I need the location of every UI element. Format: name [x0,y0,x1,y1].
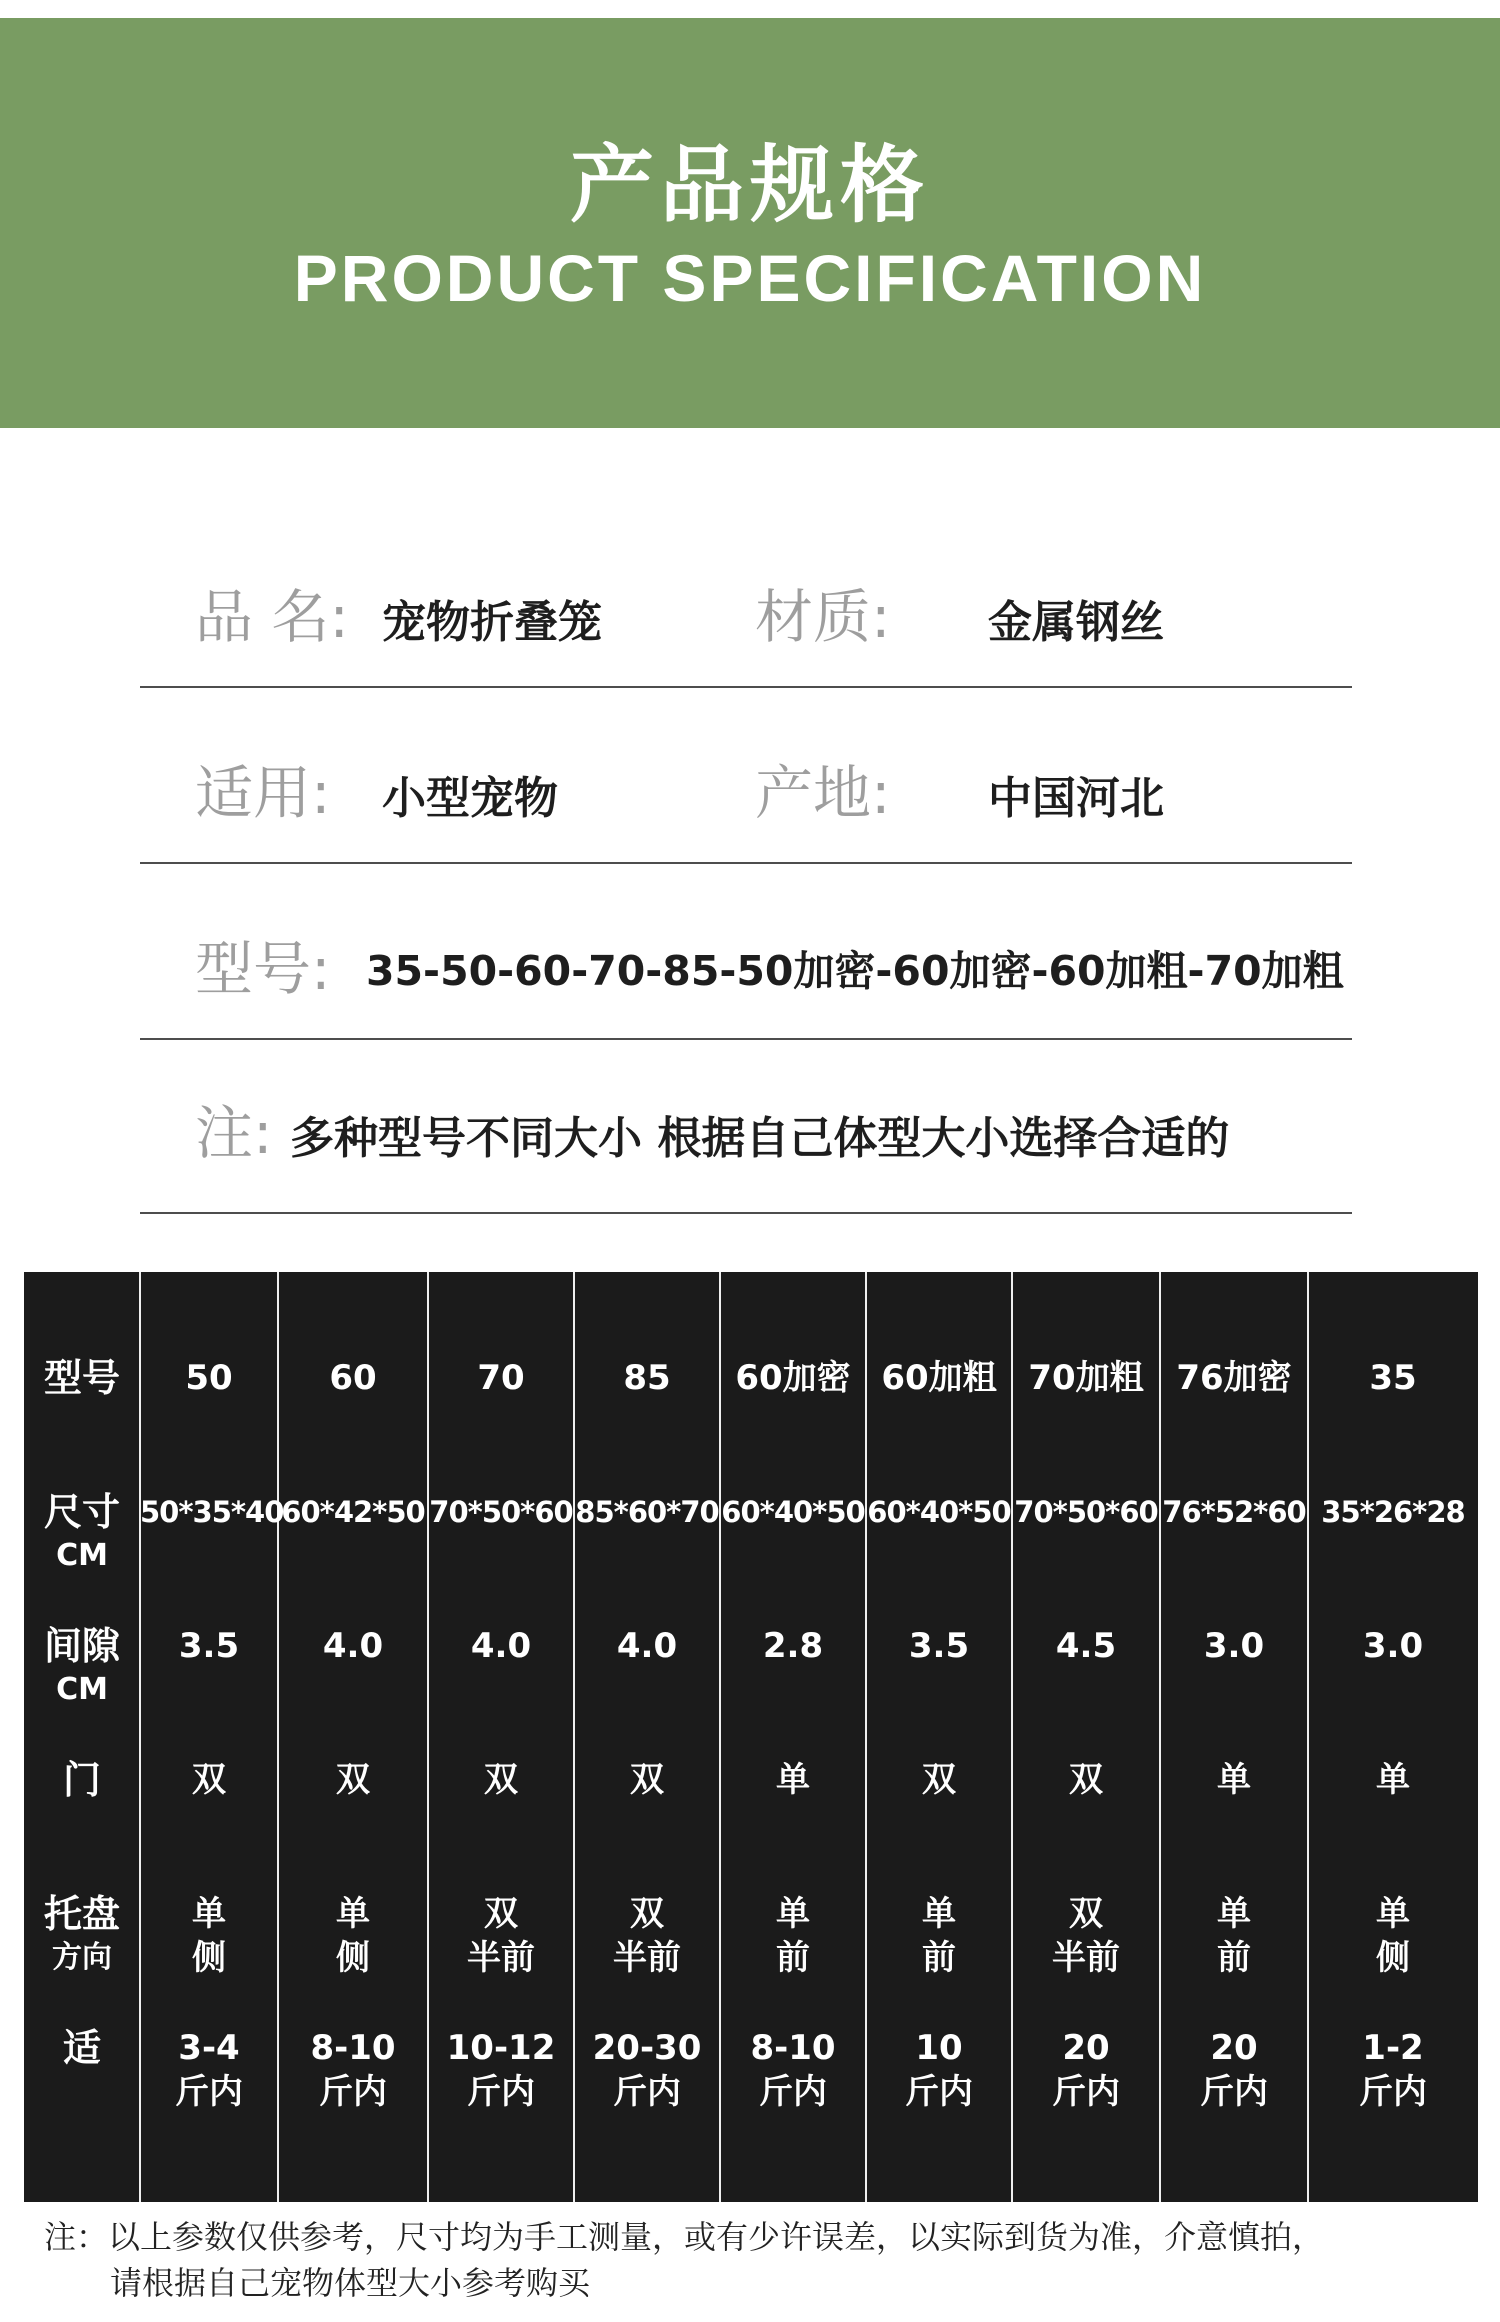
spec-cell-size: 60*42*50 [281,1495,425,1529]
spec-cell-tray: 单 侧 [336,1894,370,1978]
footer-line-1: 注：以上参数仅供参考，尺寸均为手工测量，或有少许误差，以实际到货为准，介意慎拍， [44,2218,1325,2256]
origin-value: 中国河北 [988,773,1164,824]
spec-cell-model: 60加粗 [881,1358,997,1398]
spec-cell-model: 60 [329,1358,377,1398]
material-value: 金属钢丝 [988,597,1164,648]
spec-cell-gap: 3.0 [1362,1626,1424,1666]
spec-cell-gap: 3.0 [1203,1626,1265,1666]
spec-cell-tray: 双 半前 [467,1894,535,1978]
spec-cell-fit: 3-4 斤内 [175,2028,243,2112]
spec-cell-model: 70 [477,1358,525,1398]
spec-cell-size: 85*60*70 [575,1495,719,1529]
spec-cell-tray: 单 侧 [192,1894,226,1978]
divider [140,862,1352,864]
spec-cell-size: 50*35*40 [140,1495,284,1529]
spec-cell-tray: 单 侧 [1376,1894,1410,1978]
spec-table [24,1272,1478,2202]
spec-cell-fit: 8-10 斤内 [310,2028,396,2112]
usage-label: 适用: [195,759,331,827]
page-title: 产品规格 [569,136,930,234]
spec-cell-size: 35*26*28 [1321,1495,1465,1529]
row-header: 间隙 CM [43,1624,120,1707]
spec-cell-size: 70*50*60 [1014,1495,1158,1529]
spec-cell-model: 70加粗 [1028,1358,1144,1398]
spec-cell-tray: 单 前 [922,1894,956,1978]
spec-cell-tray: 单 前 [1217,1894,1251,1978]
spec-cell-gap: 3.5 [178,1626,240,1666]
spec-cell-size: 60*40*50 [721,1495,865,1529]
spec-cell-fit: 10-12 斤内 [446,2028,556,2112]
spec-cell-door: 单 [1217,1760,1251,1800]
spec-cell-gap: 4.0 [616,1626,678,1666]
model-value: 35-50-60-70-85-50加密-60加密-60加粗-70加粗 [366,947,1344,995]
row-header: 门 [62,1758,101,1802]
spec-cell-model: 85 [623,1358,671,1398]
spec-cell-gap: 2.8 [762,1626,824,1666]
spec-cell-door: 单 [776,1760,810,1800]
spec-cell-door: 单 [1376,1760,1410,1800]
divider [140,1038,1352,1040]
spec-cell-size: 60*40*50 [867,1495,1011,1529]
origin-label: 产地: [755,759,891,827]
spec-cell-fit: 8-10 斤内 [750,2028,836,2112]
spec-cell-door: 双 [192,1760,226,1800]
spec-cell-fit: 20 斤内 [1052,2028,1120,2112]
spec-cell-gap: 4.0 [470,1626,532,1666]
spec-cell-gap: 3.5 [908,1626,970,1666]
spec-cell-size: 76*52*60 [1162,1495,1306,1529]
spec-cell-fit: 10 斤内 [905,2028,973,2112]
row-header: 适 [62,2026,101,2070]
page-subtitle: PRODUCT SPECIFICATION [293,241,1207,315]
spec-cell-door: 双 [922,1760,956,1800]
row-header: 型号 [43,1356,120,1400]
spec-cell-gap: 4.0 [322,1626,384,1666]
spec-cell-model: 50 [185,1358,233,1398]
spec-cell-door: 双 [1069,1760,1103,1800]
spec-cell-fit: 20 斤内 [1200,2028,1268,2112]
spec-cell-tray: 双 半前 [1052,1894,1120,1978]
spec-cell-fit: 1-2 斤内 [1359,2028,1427,2112]
spec-cell-gap: 4.5 [1055,1626,1117,1666]
spec-cell-model: 60加密 [735,1358,851,1398]
spec-cell-model: 35 [1369,1358,1417,1398]
divider [140,1212,1352,1214]
footer-line-2: 请根据自己宠物体型大小参考购买 [110,2264,591,2302]
spec-cell-tray: 双 半前 [613,1894,681,1978]
usage-value: 小型宠物 [382,773,558,824]
model-label: 型号: [195,935,331,1003]
name-label: 品 名: [195,583,349,651]
spec-cell-door: 双 [336,1760,370,1800]
spec-cell-tray: 单 前 [776,1894,810,1978]
note-label: 注: [195,1099,273,1167]
spec-cell-door: 双 [484,1760,518,1800]
note-value: 多种型号不同大小 根据自己体型大小选择合适的 [290,1113,1230,1164]
divider [140,686,1352,688]
row-header: 托盘 方向 [43,1892,120,1975]
spec-cell-model: 76加密 [1176,1358,1292,1398]
spec-cell-door: 双 [630,1760,664,1800]
name-value: 宠物折叠笼 [382,597,602,648]
spec-cell-fit: 20-30 斤内 [592,2028,702,2112]
material-label: 材质: [755,583,891,651]
spec-cell-size: 70*50*60 [429,1495,573,1529]
row-header: 尺寸 CM [43,1490,120,1573]
footer-note [44,2214,1324,2306]
